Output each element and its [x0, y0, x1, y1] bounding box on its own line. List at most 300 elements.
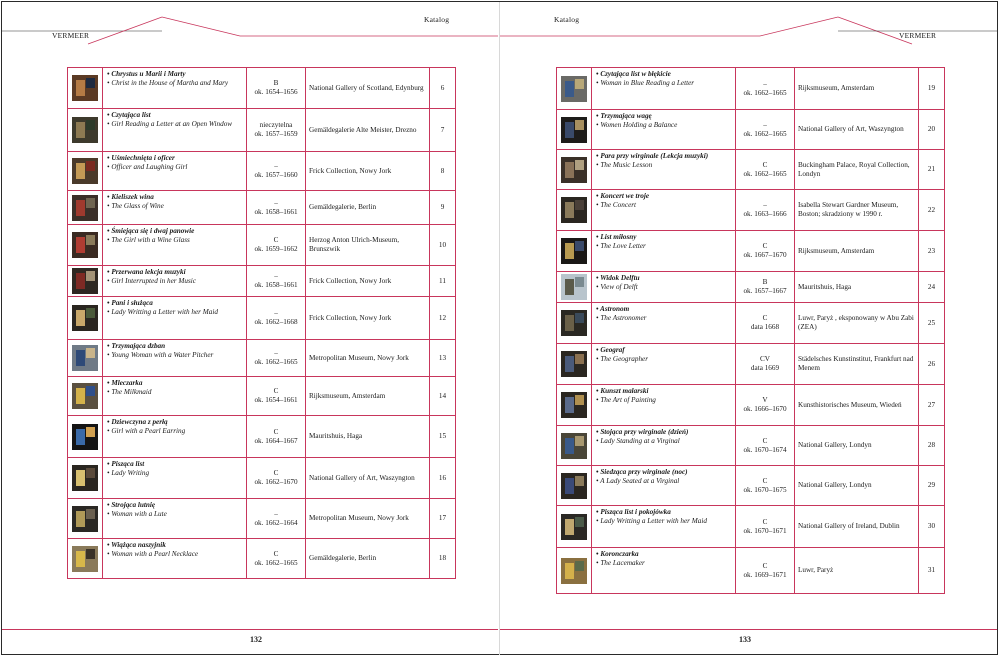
- catalog-row: [557, 272, 945, 303]
- painting-thumbnail-window: [575, 476, 584, 486]
- thumbnail-cell: [68, 266, 103, 297]
- painting-thumbnail: [561, 238, 587, 264]
- title-cell: [103, 458, 247, 499]
- painting-thumbnail-window: [575, 313, 584, 323]
- catalog-number: 19: [919, 68, 945, 110]
- signature-grade: C: [762, 517, 768, 526]
- catalog-row: [68, 539, 456, 579]
- date-cell: [247, 377, 306, 416]
- painting-thumbnail-figure: [76, 273, 85, 289]
- catalog-number: 6: [430, 68, 456, 109]
- polish-title: • Pisząca list: [107, 460, 145, 468]
- date-cell: [247, 225, 306, 266]
- page-number-left: 132: [250, 635, 262, 644]
- thumbnail-cell: [68, 377, 103, 416]
- location-cell: Buckingham Palace, Royal Collection, Londyn: [795, 150, 919, 190]
- date-value: data 1669: [750, 364, 780, 372]
- painting-thumbnail-window: [575, 354, 584, 364]
- title-cell: [103, 191, 247, 225]
- date-cell: [736, 190, 795, 231]
- date-cell: [736, 548, 795, 594]
- catalog-number: 24: [919, 272, 945, 303]
- date-cell: [736, 110, 795, 150]
- location-cell: Gemäldegalerie, Berlin: [306, 191, 430, 225]
- thumbnail-cell: [68, 297, 103, 340]
- title-cell: [592, 272, 736, 303]
- date-value: ok. 1657–1667: [743, 287, 787, 295]
- thumbnail-cell: [557, 344, 592, 385]
- painting-thumbnail: [561, 197, 587, 223]
- catalog-number: 25: [919, 303, 945, 344]
- painting-thumbnail: [72, 546, 98, 572]
- catalog-row: [557, 303, 945, 344]
- catalog-number: 11: [430, 266, 456, 297]
- painting-thumbnail-figure: [565, 243, 574, 259]
- english-title: • The Girl with a Wine Glass: [107, 235, 190, 244]
- title-cell: [592, 385, 736, 426]
- catalog-row: [557, 150, 945, 190]
- painting-thumbnail-figure: [76, 237, 85, 253]
- polish-title: • Stojąca przy wirginale (dzień): [596, 428, 689, 436]
- painting-thumbnail: [561, 351, 587, 377]
- title-cell: [103, 225, 247, 266]
- thumbnail-cell: [68, 539, 103, 579]
- painting-thumbnail: [72, 345, 98, 371]
- painting-thumbnail-window: [575, 436, 584, 446]
- signature-grade: C: [762, 160, 768, 169]
- painting-thumbnail-figure: [76, 470, 85, 486]
- date-value: ok. 1657–1659: [254, 130, 298, 138]
- painting-thumbnail-figure: [565, 519, 574, 535]
- painting-thumbnail: [561, 558, 587, 584]
- signature-grade: –: [763, 120, 767, 129]
- date-value: ok. 1654–1661: [254, 396, 298, 404]
- painting-thumbnail: [561, 433, 587, 459]
- catalog-number: 8: [430, 152, 456, 191]
- polish-title: • Chrystus u Marii i Marty: [107, 70, 186, 78]
- painting-thumbnail: [72, 465, 98, 491]
- date-value: ok. 1662–1668: [254, 318, 298, 326]
- polish-title: • Koncert we troje: [596, 192, 650, 200]
- polish-title: • Koronczarka: [596, 550, 639, 558]
- date-cell: [736, 150, 795, 190]
- date-cell: [736, 385, 795, 426]
- painting-thumbnail-window: [86, 161, 95, 171]
- signature-grade: B: [762, 278, 768, 287]
- english-title: • Lady Writting a Letter with her Maid: [107, 307, 218, 316]
- painting-thumbnail: [561, 274, 587, 300]
- signature-grade: C: [273, 236, 279, 245]
- polish-title: • Dziewczyna z perłą: [107, 418, 168, 426]
- polish-title: • Kieliszek wina: [107, 193, 154, 201]
- title-cell: [103, 109, 247, 152]
- painting-thumbnail-window: [575, 120, 584, 130]
- location-cell: Gemäldegalerie Alte Meister, Drezno: [306, 109, 430, 152]
- thumbnail-cell: [557, 548, 592, 594]
- signature-grade: –: [274, 162, 278, 171]
- date-value: ok. 1662–1665: [743, 88, 787, 97]
- thumbnail-cell: [557, 506, 592, 548]
- date-value: ok. 1670–1675: [743, 485, 787, 494]
- painting-thumbnail-window: [86, 386, 95, 396]
- catalog-row: [557, 190, 945, 231]
- signature-grade: –: [763, 79, 767, 88]
- location-cell: Metropolitan Museum, Nowy Jork: [306, 499, 430, 539]
- location-cell: Frick Collection, Nowy Jork: [306, 152, 430, 191]
- polish-title: • Śmiejąca się i dwaj panowie: [107, 227, 195, 235]
- english-title: • The Geographer: [596, 354, 649, 363]
- date-value: ok. 1657–1660: [254, 171, 298, 179]
- catalog-row: [557, 548, 945, 594]
- date-value: data 1668: [750, 323, 780, 331]
- painting-thumbnail-figure: [565, 122, 574, 138]
- catalog-number: 7: [430, 109, 456, 152]
- polish-title: • Czytająca list: [107, 111, 151, 119]
- section-title-left: Katalog: [424, 15, 450, 24]
- catalog-row: [68, 68, 456, 109]
- signature-grade: –: [274, 272, 278, 281]
- polish-title: • Trzymająca wagę: [596, 112, 652, 120]
- english-title: • Christ in the House of Martha and Mary: [107, 78, 229, 87]
- signature-grade: –: [763, 201, 767, 210]
- painting-thumbnail: [72, 232, 98, 258]
- title-cell: [103, 68, 247, 109]
- thumbnail-cell: [68, 152, 103, 191]
- signature-grade: C: [762, 314, 768, 323]
- thumbnail-cell: [557, 272, 592, 303]
- thumbnail-cell: [68, 416, 103, 458]
- english-title: • Women Holding a Balance: [596, 120, 678, 129]
- painting-thumbnail: [561, 473, 587, 499]
- painting-thumbnail-figure: [565, 356, 574, 372]
- title-cell: [592, 506, 736, 548]
- location-cell: Mauritshuis, Haga: [306, 416, 430, 458]
- polish-title: • Kunszt malarski: [596, 387, 649, 395]
- painting-thumbnail-window: [575, 200, 584, 210]
- date-value: ok. 1670–1671: [743, 526, 787, 535]
- title-cell: [103, 266, 247, 297]
- catalog-row: [68, 109, 456, 152]
- date-cell: [247, 499, 306, 539]
- footer-rule-right: [500, 629, 997, 630]
- date-cell: [247, 191, 306, 225]
- english-title: • Girl with a Pearl Earring: [107, 426, 186, 435]
- catalog-row: [68, 191, 456, 225]
- catalog-row: [557, 426, 945, 466]
- thumbnail-cell: [68, 499, 103, 539]
- signature-grade: –: [274, 198, 278, 207]
- painting-thumbnail-figure: [76, 163, 85, 179]
- painting-thumbnail-figure: [76, 511, 85, 527]
- thumbnail-cell: [68, 340, 103, 377]
- section-title-right: Katalog: [554, 15, 580, 24]
- date-cell: [247, 68, 306, 109]
- catalog-row: [68, 499, 456, 539]
- english-title: • The Lacemaker: [596, 558, 645, 567]
- title-cell: [592, 231, 736, 272]
- location-cell: Rijksmuseum, Amsterdam: [795, 68, 919, 110]
- painting-thumbnail-figure: [76, 122, 85, 138]
- catalog-row: [68, 297, 456, 340]
- signature-grade: C: [273, 387, 279, 396]
- polish-title: • Astronom: [596, 305, 630, 313]
- polish-title: • List miłosny: [596, 233, 637, 241]
- signature-grade: C: [762, 436, 768, 445]
- thumbnail-cell: [557, 426, 592, 466]
- painting-thumbnail: [72, 424, 98, 450]
- painting-thumbnail-figure: [76, 429, 85, 445]
- date-value: ok. 1662–1664: [254, 518, 298, 527]
- date-value: ok. 1662–1665: [254, 558, 298, 567]
- signature-grade: –: [274, 509, 278, 518]
- catalog-number: 17: [430, 499, 456, 539]
- painting-thumbnail-figure: [76, 350, 85, 366]
- title-cell: [103, 539, 247, 579]
- location-cell: Gemäldegalerie, Berlin: [306, 539, 430, 579]
- english-title: • The Music Lesson: [596, 160, 653, 169]
- polish-title: • Czytająca list w błękicie: [596, 70, 671, 78]
- painting-thumbnail-window: [86, 271, 95, 281]
- catalog-number: 27: [919, 385, 945, 426]
- polish-title: • Widok Delftu: [596, 274, 640, 282]
- catalog-table-right: [556, 67, 945, 594]
- location-cell: Frick Collection, Nowy Jork: [306, 266, 430, 297]
- signature-grade: V: [762, 396, 768, 405]
- polish-title: • Mleczarka: [107, 379, 143, 387]
- title-cell: [592, 110, 736, 150]
- thumbnail-cell: [557, 190, 592, 231]
- thumbnail-cell: [557, 68, 592, 110]
- signature-grade: nieczytelna: [259, 121, 293, 130]
- catalog-row: [557, 344, 945, 385]
- date-value: ok. 1654–1656: [254, 88, 298, 96]
- thumbnail-cell: [557, 231, 592, 272]
- location-cell: Mauritshuis, Haga: [795, 272, 919, 303]
- painting-thumbnail-figure: [76, 388, 85, 404]
- date-cell: [247, 458, 306, 499]
- location-cell: Luwr, Paryż , eksponowany w Abu Zabi (ZEA): [795, 303, 919, 344]
- title-cell: [592, 150, 736, 190]
- catalog-number: 18: [430, 539, 456, 579]
- painting-thumbnail-figure: [565, 438, 574, 454]
- painting-thumbnail: [561, 76, 587, 102]
- catalog-number: 22: [919, 190, 945, 231]
- english-title: • The Concert: [596, 200, 637, 209]
- painting-thumbnail-figure: [76, 310, 85, 326]
- date-value: ok. 1667–1670: [743, 251, 787, 259]
- painting-thumbnail-window: [575, 241, 584, 251]
- location-cell: Herzog Anton Ulrich-Museum, Brunszwik: [306, 225, 430, 266]
- english-title: • The Milkmaid: [107, 387, 152, 396]
- painting-thumbnail-figure: [565, 397, 574, 413]
- date-cell: [736, 426, 795, 466]
- date-cell: [736, 231, 795, 272]
- page-gutter: [499, 2, 500, 655]
- date-value: ok. 1663–1666: [743, 210, 787, 218]
- catalog-number: 15: [430, 416, 456, 458]
- running-head-right: VERMEER: [899, 31, 937, 40]
- painting-thumbnail-figure: [76, 551, 85, 567]
- painting-thumbnail: [561, 310, 587, 336]
- catalog-row: [68, 377, 456, 416]
- date-cell: [247, 266, 306, 297]
- painting-thumbnail-window: [86, 549, 95, 559]
- painting-thumbnail-window: [86, 235, 95, 245]
- title-cell: [592, 190, 736, 231]
- polish-title: • Geograf: [596, 346, 625, 354]
- signature-grade: B: [273, 79, 279, 88]
- painting-thumbnail-window: [575, 160, 584, 170]
- english-title: • The Love Letter: [596, 241, 646, 250]
- title-cell: [592, 303, 736, 344]
- date-cell: [736, 466, 795, 506]
- english-title: • Woman with a Pearl Necklace: [107, 549, 199, 558]
- thumbnail-cell: [68, 109, 103, 152]
- catalog-number: 10: [430, 225, 456, 266]
- thumbnail-cell: [68, 225, 103, 266]
- signature-grade: C: [762, 476, 768, 485]
- date-value: ok. 1662–1665: [743, 169, 787, 178]
- running-head-left: VERMEER: [52, 31, 90, 40]
- catalog-number: 29: [919, 466, 945, 506]
- english-title: • Lady Writting a Letter with her Maid: [596, 516, 707, 525]
- date-cell: [247, 152, 306, 191]
- polish-title: • Para przy wirginale (Lekcja muzyki): [596, 152, 709, 160]
- catalog-row: [68, 340, 456, 377]
- date-cell: [736, 272, 795, 303]
- painting-thumbnail: [72, 158, 98, 184]
- title-cell: [103, 340, 247, 377]
- signature-grade: CV: [760, 355, 770, 364]
- polish-title: • Wiążąca naszyjnik: [107, 541, 166, 549]
- date-cell: [736, 344, 795, 385]
- painting-thumbnail-window: [86, 78, 95, 88]
- catalog-number: 16: [430, 458, 456, 499]
- page-number-right: 133: [739, 635, 751, 644]
- catalog-row: [557, 506, 945, 548]
- painting-thumbnail: [561, 117, 587, 143]
- painting-thumbnail-figure: [565, 81, 574, 97]
- polish-title: • Trzymająca dzban: [107, 342, 166, 350]
- painting-thumbnail-window: [575, 277, 584, 287]
- date-value: ok. 1662–1665: [254, 358, 298, 366]
- signature-grade: –: [274, 309, 278, 318]
- english-title: • The Glass of Wine: [107, 201, 164, 210]
- catalog-row: [557, 110, 945, 150]
- painting-thumbnail-window: [86, 468, 95, 478]
- date-value: ok. 1659–1662: [254, 245, 298, 253]
- painting-thumbnail: [72, 75, 98, 101]
- title-cell: [592, 426, 736, 466]
- location-cell: Frick Collection, Nowy Jork: [306, 297, 430, 340]
- thumbnail-cell: [557, 385, 592, 426]
- painting-thumbnail: [72, 506, 98, 532]
- catalog-number: 12: [430, 297, 456, 340]
- catalog-number: 28: [919, 426, 945, 466]
- english-title: • The Art of Painting: [596, 395, 656, 404]
- title-cell: [592, 68, 736, 110]
- painting-thumbnail: [72, 195, 98, 221]
- english-title: • View of Delft: [596, 282, 638, 291]
- location-cell: Städelsches Kunstinstitut, Frankfurt nad Menem: [795, 344, 919, 385]
- location-cell: National Gallery of Scotland, Edynburg: [306, 68, 430, 109]
- thumbnail-cell: [557, 150, 592, 190]
- location-cell: Metropolitan Museum, Nowy Jork: [306, 340, 430, 377]
- title-cell: [103, 152, 247, 191]
- painting-thumbnail-figure: [76, 80, 85, 96]
- date-value: ok. 1666–1670: [743, 405, 787, 413]
- thumbnail-cell: [68, 191, 103, 225]
- date-cell: [736, 68, 795, 110]
- location-cell: National Gallery, Londyn: [795, 466, 919, 506]
- thumbnail-cell: [557, 466, 592, 506]
- english-title: • Girl Reading a Letter at an Open Window: [107, 119, 233, 128]
- catalog-number: 20: [919, 110, 945, 150]
- english-title: • Lady Standing at a Virginal: [596, 436, 680, 445]
- catalog-row: [68, 458, 456, 499]
- title-cell: [592, 344, 736, 385]
- catalog-row: [557, 385, 945, 426]
- date-value: ok. 1662–1665: [743, 129, 787, 138]
- polish-title: • Uśmiechnięta i oficer: [107, 154, 175, 162]
- header-rule-left-diagonal: [88, 17, 162, 44]
- catalog-row: [68, 152, 456, 191]
- date-value: ok. 1664–1667: [254, 436, 298, 445]
- signature-grade: C: [273, 469, 279, 478]
- english-title: • Lady Writing: [107, 468, 150, 477]
- english-title: • Young Woman with a Water Pitcher: [107, 350, 214, 359]
- catalog-number: 26: [919, 344, 945, 385]
- signature-grade: C: [273, 549, 279, 558]
- catalog-number: 23: [919, 231, 945, 272]
- painting-thumbnail-window: [575, 79, 584, 89]
- date-value: ok. 1669–1671: [743, 570, 787, 579]
- date-value: ok. 1670–1674: [743, 445, 787, 454]
- thumbnail-cell: [557, 303, 592, 344]
- english-title: • A Lady Seated at a Virginal: [596, 476, 680, 485]
- date-cell: [247, 109, 306, 152]
- catalog-row: [557, 466, 945, 506]
- painting-thumbnail-figure: [565, 478, 574, 494]
- location-cell: Isabella Stewart Gardner Museum, Boston; skradziony w 1990 r.: [795, 190, 919, 231]
- painting-thumbnail: [561, 514, 587, 540]
- title-cell: [592, 466, 736, 506]
- painting-thumbnail-window: [86, 308, 95, 318]
- polish-title: • Siedząca przy wirginale (noc): [596, 468, 688, 476]
- painting-thumbnail-window: [575, 561, 584, 571]
- date-cell: [247, 297, 306, 340]
- signature-grade: C: [762, 561, 768, 570]
- date-cell: [247, 416, 306, 458]
- catalog-row: [68, 266, 456, 297]
- date-cell: [247, 340, 306, 377]
- title-cell: [103, 499, 247, 539]
- polish-title: • Strojąca lutnię: [107, 501, 156, 509]
- catalog-number: 13: [430, 340, 456, 377]
- painting-thumbnail-figure: [565, 279, 574, 295]
- catalog-number: 9: [430, 191, 456, 225]
- painting-thumbnail-window: [575, 517, 584, 527]
- painting-thumbnail-figure: [565, 315, 574, 331]
- title-cell: [103, 377, 247, 416]
- english-title: • The Astronomer: [596, 313, 647, 322]
- painting-thumbnail-figure: [76, 200, 85, 216]
- catalog-row: [68, 416, 456, 458]
- thumbnail-cell: [68, 458, 103, 499]
- date-value: ok. 1658–1661: [254, 281, 298, 289]
- catalog-table-left: [67, 67, 456, 579]
- painting-thumbnail: [561, 392, 587, 418]
